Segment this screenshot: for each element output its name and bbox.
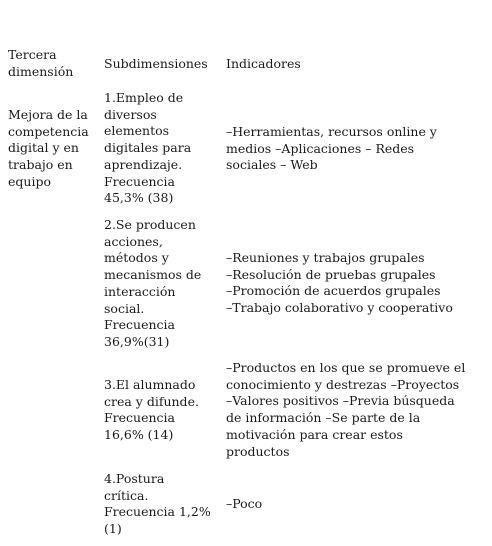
indicators-cell-3: –Productos en los que se promueve el conocimiento y destrezas –Proyectos –Valores positivos –Previa búsqueda de información –Se parte de la motivación para crear estos productos — [226, 360, 466, 459]
header-indicadores: Indicadores — [226, 56, 301, 71]
subdimension-cell-3: 3.El alumnado crea y difunde. Frecuencia 16,6% (14) — [104, 377, 199, 443]
subdimension-cell-2: 2.Se producen acciones, métodos y mecanismos de interacción social. Frecuencia 36,9%(31) — [104, 217, 202, 349]
indicators-cell-1: –Herramientas, recursos online y medios –Aplicaciones – Redes sociales – Web — [226, 124, 437, 173]
subdimension-cell-1: 1.Empleo de diversos elementos digitales para aprendizaje. Frecuencia 45,3% (38) — [104, 90, 192, 206]
subdimension-cell-4: 4.Postura crítica. Frecuencia 1,2% (1) — [104, 471, 211, 537]
header-subdimensiones: Subdimensiones — [104, 56, 208, 71]
indicators-cell-2: –Reuniones y trabajos grupales –Resolución de pruebas grupales –Promoción de acuerdos grupales –Trabajo colaborativo y cooperativo — [226, 250, 453, 316]
indicators-cell-4: –Poco — [226, 496, 263, 511]
dimension-cell: Mejora de la competencia digital y en trabajo en equipo — [8, 107, 89, 189]
header-tercera-dimension: Tercera dimensión — [8, 47, 74, 79]
